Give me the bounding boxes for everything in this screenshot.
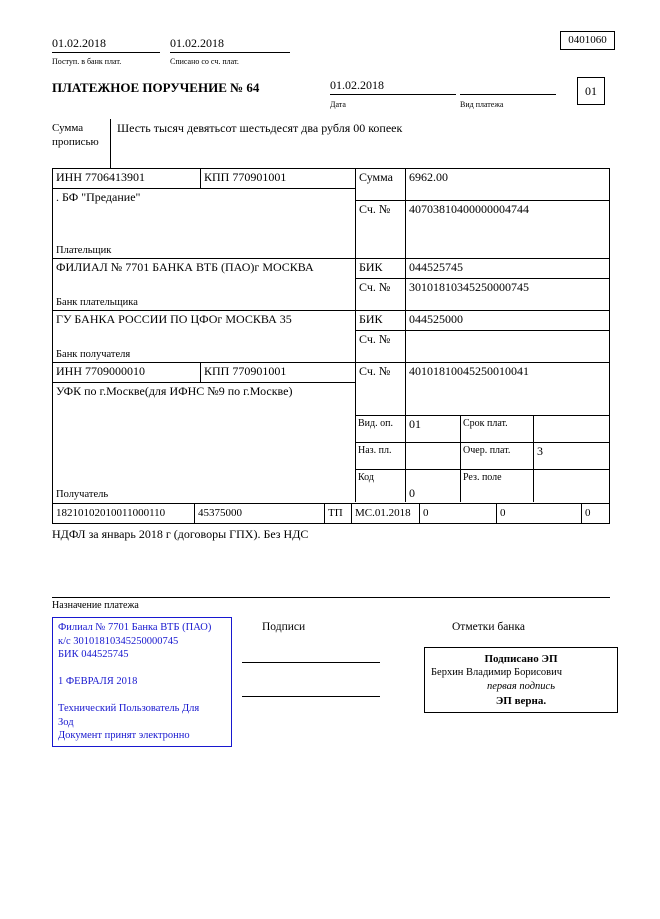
signature-line-2 (242, 696, 380, 697)
tax-fields-row (52, 503, 610, 524)
tax-kbk: 18210102010011000110 (53, 504, 195, 523)
pay-term-value (534, 416, 609, 443)
esign-box (424, 647, 618, 713)
code-value: 0 (406, 470, 461, 502)
payer-bank-account-label: Сч. № (356, 279, 406, 311)
payer-name: . БФ "Предание" (56, 190, 141, 204)
amount-words-value: Шесть тысяч девятьсот шестьдесят два рубля 00 копеек (110, 119, 610, 168)
payee-kpp: КПП 770901001 (201, 363, 356, 383)
op-type-value: 01 (406, 416, 461, 443)
debited-date: 01.02.2018 (170, 36, 290, 53)
payee-account-label: Сч. № (356, 363, 406, 416)
debited-date-label: Списано со сч. плат. (170, 57, 239, 66)
purpose-text: НДФЛ за январь 2018 г (договоры ГПХ). Без НДС (52, 527, 309, 541)
payer-name-cell (53, 189, 356, 259)
tax-doc-number: 0 (420, 504, 497, 523)
signature-line-1 (242, 662, 380, 663)
pay-term-label: Срок плат. (461, 416, 534, 443)
purpose-label: Назначение платежа (52, 600, 139, 611)
tax-doc-date: 0 (497, 504, 582, 523)
pay-purpose-code-label: Наз. пл. (356, 443, 406, 470)
received-date-label: Поступ. в банк плат. (52, 57, 122, 66)
form-code: 0401060 (560, 31, 615, 50)
signatures-label: Подписи (262, 621, 306, 633)
stamp-line: Документ принят электронно (58, 730, 190, 741)
payer-bank-bik-label: БИК (356, 259, 406, 279)
payee-bank-cell (53, 311, 356, 363)
payee-bank-account-label: Сч. № (356, 331, 406, 363)
status-code: 01 (577, 77, 605, 105)
tax-type: 0 (585, 507, 591, 519)
tax-basis: ТП (325, 504, 352, 523)
received-date: 01.02.2018 (52, 36, 160, 53)
sum-value: 6962.00 (406, 169, 609, 201)
pay-purpose-code-value (406, 443, 461, 470)
payee-inn: ИНН 7709000010 (53, 363, 201, 383)
priority-value: 3 (534, 443, 609, 470)
amount-words-label: Сумма прописью (52, 122, 99, 149)
tax-period: МС.01.2018 (352, 504, 420, 523)
stamp-line: Филиал № 7701 Банка ВТБ (ПАО) (58, 622, 212, 633)
stamp-line: к/с 30101810345250000745 (58, 635, 179, 647)
esign-title: Подписано ЭП (484, 653, 558, 665)
code-label: Код (356, 470, 406, 502)
payment-type-line (460, 78, 556, 95)
stamp-line (58, 662, 226, 676)
payee-bank-section-label: Банк получателя (56, 348, 131, 360)
payee-name: УФК по г.Москве(для ИФНС №9 по г.Москве) (56, 384, 293, 398)
payee-section-label: Получатель (56, 488, 109, 500)
payer-bank-name: ФИЛИАЛ № 7701 БАНКА ВТБ (ПАО)г МОСКВА (56, 260, 314, 274)
payer-bank-account-value: 30101810345250000745 (406, 279, 609, 311)
bank-stamp (52, 617, 232, 747)
payer-bank-cell (53, 259, 356, 311)
stamp-line: Зод (58, 716, 74, 728)
payee-bank-bik-value: 044525000 (406, 311, 609, 331)
esign-name: Берхин Владимир Борисович (431, 667, 562, 678)
tax-oktmo: 45375000 (195, 504, 325, 523)
stamp-line: Технический Пользователь Для (58, 703, 200, 714)
purpose-divider (52, 597, 610, 598)
esign-subtitle: первая подпись (486, 681, 555, 692)
doc-title: ПЛАТЕЖНОЕ ПОРУЧЕНИЕ № 64 (52, 80, 260, 95)
doc-date-label: Дата (330, 100, 346, 109)
payment-type-label: Вид платежа (460, 100, 504, 109)
payee-bank-name: ГУ БАНКА РОССИИ ПО ЦФОг МОСКВА 35 (56, 312, 292, 326)
payer-account-label: Сч. № (356, 201, 406, 259)
reserve-field-value (534, 470, 609, 502)
payee-name-cell (53, 383, 356, 502)
priority-label: Очер. плат. (461, 443, 534, 470)
payee-bank-bik-label: БИК (356, 311, 406, 331)
stamp-line: 1 ФЕВРАЛЯ 2018 (58, 676, 138, 687)
payee-bank-account-value (406, 331, 609, 363)
op-type-label: Вид. оп. (356, 416, 406, 443)
payee-account-value: 40101810045250010041 (406, 363, 609, 416)
payer-inn: ИНН 7706413901 (53, 169, 201, 189)
doc-date: 01.02.2018 (330, 78, 456, 95)
stamp-line (58, 689, 226, 703)
payer-bank-section-label: Банк плательщика (56, 296, 138, 308)
payer-bank-bik-value: 044525745 (406, 259, 609, 279)
reserve-field-label: Рез. поле (461, 470, 534, 502)
esign-verified: ЭП верна. (495, 695, 547, 707)
stamp-line: БИК 044525745 (58, 649, 129, 660)
payer-section-label: Плательщик (56, 244, 112, 256)
bank-marks-label: Отметки банка (452, 621, 525, 633)
main-table (52, 168, 610, 503)
payer-account-value: 40703810400000004744 (406, 201, 609, 259)
sum-label: Сумма (356, 169, 406, 201)
payer-kpp: КПП 770901001 (201, 169, 356, 189)
